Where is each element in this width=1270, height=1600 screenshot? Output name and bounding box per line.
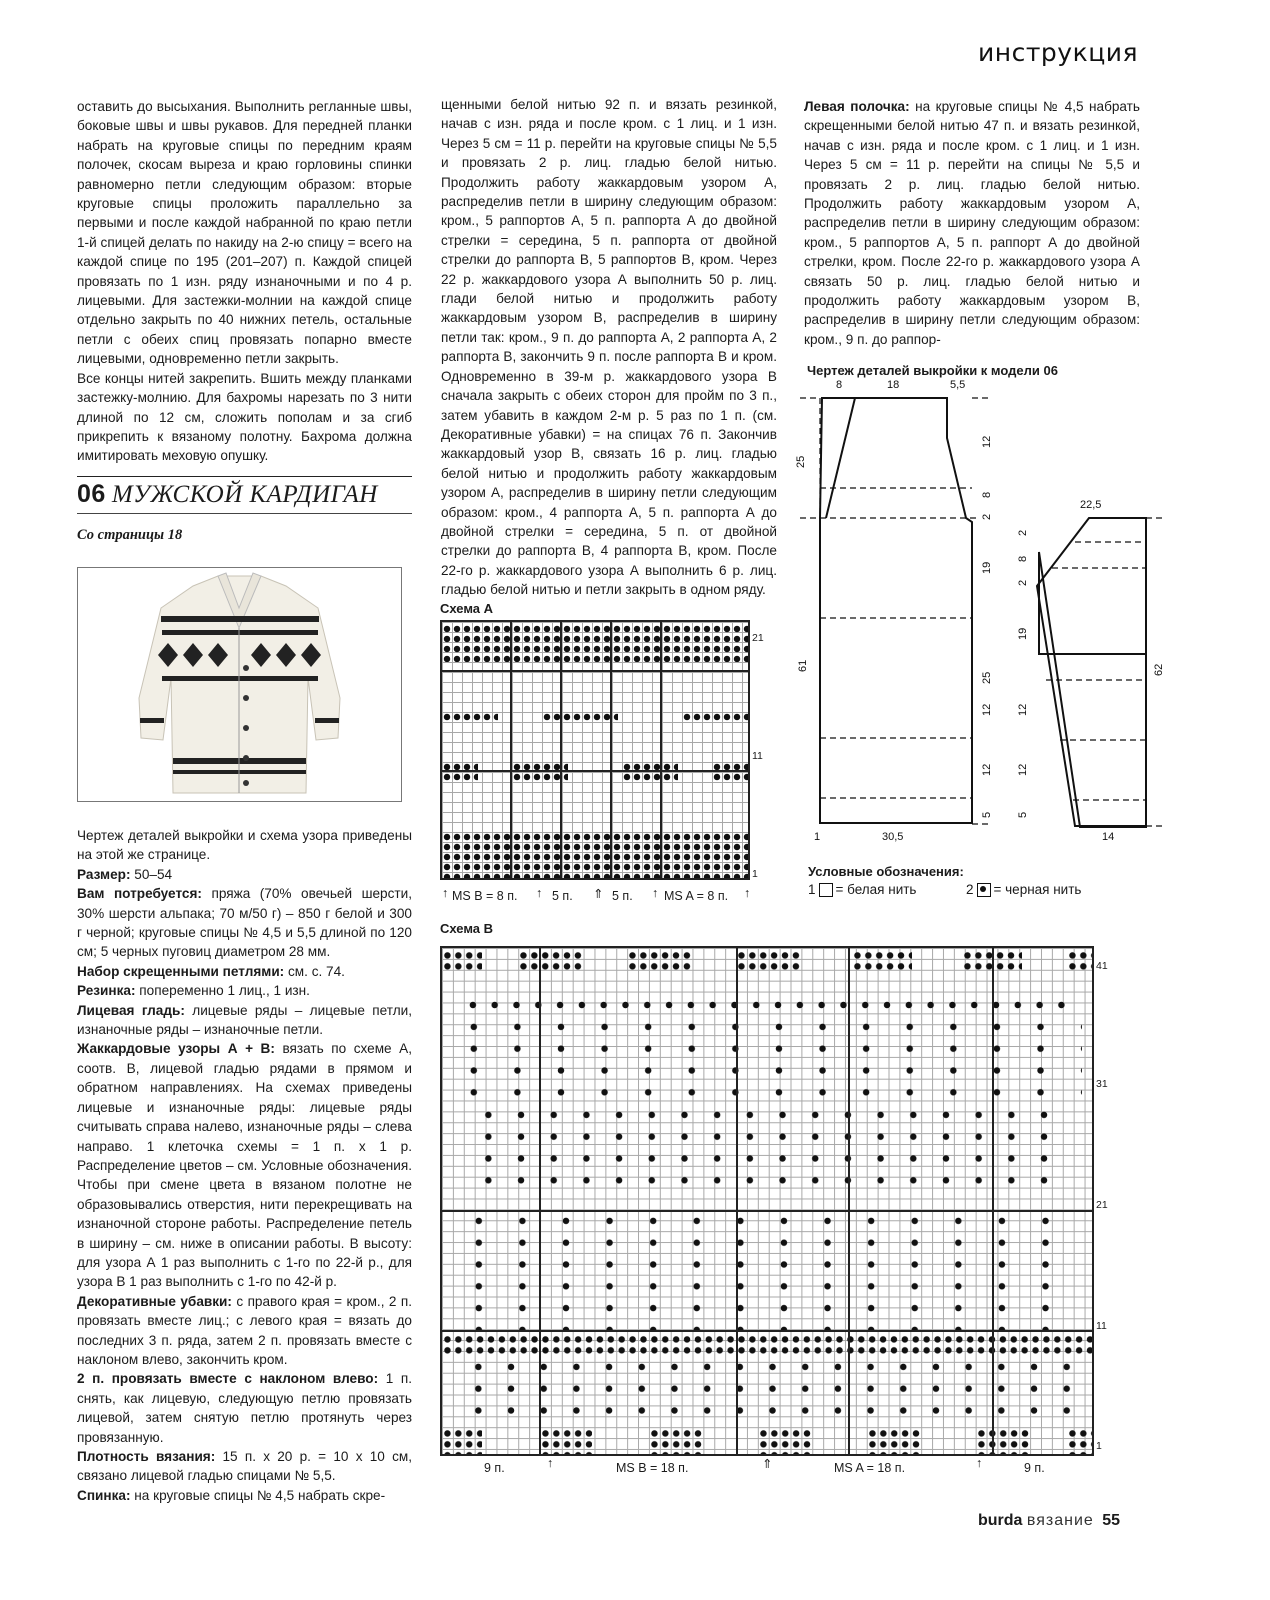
scheme-b-divider-1	[539, 946, 541, 1456]
column-1-intro	[77, 97, 412, 466]
section-title	[77, 480, 378, 509]
scheme-b-dots-diamond-mid	[472, 1104, 1062, 1192]
front-dim-1: 1	[814, 831, 821, 843]
scheme-a-divider-1	[510, 620, 512, 880]
scheme-b-row-1: 1	[1096, 1440, 1102, 1452]
scheme-b-hline-1	[440, 1210, 1094, 1212]
scheme-b-arrow-2: ⇑	[762, 1457, 773, 1471]
front-dim-8: 8	[836, 379, 843, 391]
scheme-a-dots-row11-a	[442, 762, 478, 782]
scheme-b-dots-bottom-4	[758, 1428, 812, 1454]
pattern-drawing	[790, 372, 1170, 852]
size-line	[77, 865, 412, 884]
front-dim-30-5: 30,5	[882, 831, 904, 843]
need-label: Вам потребуется:	[77, 886, 202, 902]
jacquard-line	[77, 1039, 412, 1291]
intro-paragraph-2: Все концы нитей закрепить. Вшить между планками застежку-молнию. Для бахромы нарезать по 3 нити длиной по 12 см, сложить пополам и за сгиб прикрепить к вязаному полотну. Бахрома должна имитировать меховую опушку.	[77, 370, 412, 464]
jacquard-value: вязать по схеме А, соотв. В, лицевой гладью рядами в прямом и обратном направлениях. На схемах приведены лицевые и изнаночные ряды: лицевые ряды считывать справа налево, изнаночные ряды – слева направо. 1 клеточка схемы = 1 п. х 1 р. Распределение цветов – см. Условные обозначения. Чтобы при смене цвета в вязаном полотне не образовывались отверстия, нити перекрещивать на изнаночной стороне работы. Распределение петель в ширину – см. ниже в описании работы. В высоту: для узора А 1 раз выполнить с 1-го по 22-й р., для узора В 1 раз выполнить с 1-го по 42-й р.	[77, 1041, 412, 1290]
stockinette-value: лицевые ряды – лицевые петли, изнаночные ряды – изнаночные петли.	[77, 1002, 412, 1038]
scheme-a-dots-mid-right	[682, 712, 748, 722]
scheme-b-dots-4	[736, 950, 802, 972]
rib-line	[77, 981, 412, 1000]
scheme-b-dots-lower-motif	[462, 1356, 1072, 1416]
scheme-a-arrow-5: ↑	[744, 886, 751, 900]
scheme-b-dots-diamond-top	[462, 994, 1072, 1016]
sleeve-dim-14: 14	[1102, 831, 1115, 843]
scheme-b-dots-3	[627, 950, 692, 972]
jacquard-label: Жаккардовые узоры А + В:	[77, 1041, 275, 1057]
scheme-b-dots-bottom-7	[1067, 1428, 1092, 1454]
column-3-text	[804, 97, 1140, 349]
scheme-b-dots-bottom-6	[976, 1428, 1032, 1454]
scheme-b-row-31: 31	[1096, 1078, 1108, 1090]
scheme-b-divider-2	[736, 946, 738, 1456]
sleeve-dim-22-5: 22,5	[1080, 499, 1102, 511]
back-label: Спинка:	[77, 1487, 131, 1503]
front-dim-r5: 5	[981, 811, 993, 818]
sleeve-dim-12b: 12	[1017, 763, 1029, 776]
front-dim-5-5: 5,5	[950, 379, 966, 391]
front-dim-r12c: 12	[981, 763, 993, 776]
white-square-icon	[819, 883, 833, 897]
cardigan-illustration	[78, 568, 401, 801]
back-instructions: щенными белой нитью 92 п. и вязать резинкой, начав с изн. ряда и после кром. с 1 лиц. и 1 изн. Через 5 см = 11 р. перейти на круговые спицы № 5,5 и провязать 2 р. лиц. гладью белой нитью. Продолжить работу жаккардовым узором А, распределив петли в ширину следующим образом: кром., 5 раппортов А, 5 п. раппорта А до двойной стрелки = середина, 5 п. раппорта от двойной стрелки до раппорта В, 5 раппортов В, кром. Через 22 р. жаккардового узора А выполнить 50 р. лиц. глади белой нитью и продолжить работу жаккардовым узором В, распределив в ширину петли так: кром., 9 п. до раппорта А, 2 раппорта А, 2 раппорта В, закончить 9 п. после раппорта В и кром. Одновременно в 39-м р. жаккардового узора В сначала закрыть с обеих сторон для пройм по 3 п., затем убавить в каждом 2-м р. 5 раз по 1 п. (см. Декоративные убавки) = на спицах 76 п. Закончив жаккардовый узор В, связать 16 р. лиц. гладью белой нитью и продолжить работу жаккардовым узором А, распределив в ширину петли следующим образом: кром., 4 раппорта А, 5 п. раппорта А до двойной стрелки = середина, 5 п. от двойной стрелки до раппорта В, 4 раппорта В, кром. После 22-го р. жаккардового узора А выполнить 6 р. лиц. гладью белой нитью и петли закрыть в одном ряду.	[441, 97, 777, 598]
sleeve-dim-62: 62	[1153, 663, 1165, 676]
footer-magazine: вязание	[1026, 1512, 1094, 1529]
front-neck-line	[826, 398, 855, 518]
scheme-b-hline-2	[440, 1330, 1094, 1332]
column-1-body	[77, 826, 412, 1505]
sleeve-dim-12a: 12	[1017, 703, 1029, 716]
scheme-a-dots-bottom	[442, 832, 748, 878]
scheme-a-dots-mid-center	[542, 712, 618, 722]
sleeve-dim-5: 5	[1017, 811, 1029, 818]
scheme-a-divider-4	[660, 620, 662, 880]
legend-black	[966, 882, 1081, 897]
scheme-b-dots-diamond-upper	[452, 1016, 1082, 1104]
body-intro: Чертеж деталей выкройки и схема узора приведены на этой же странице.	[77, 828, 412, 863]
scheme-b-title: Схема В	[440, 921, 494, 936]
scheme-a-row-1: 1	[752, 868, 758, 880]
legend-black-text: = черная нить	[993, 882, 1082, 897]
scheme-a-dots-mid-left	[442, 712, 498, 722]
front-dim-r2: 2	[981, 513, 993, 520]
scheme-a-dots-row11-d	[712, 762, 748, 782]
scheme-b-dots-diamond-lower	[457, 1210, 1077, 1330]
front-dim-r19: 19	[981, 561, 993, 574]
scheme-b-dots-bottom-2	[540, 1428, 592, 1454]
stockinette-label: Лицевая гладь:	[77, 1002, 185, 1018]
front-dim-r12b: 12	[981, 703, 993, 716]
gauge-value: 15 п. х 20 р. = 10 х 10 см, связано лицевой гладью спицами № 5,5.	[77, 1449, 412, 1484]
left-front-line	[804, 97, 1140, 349]
k2tog-value: 1 п. снять, как лицевую, следующую петлю провязать лицевой, затем снятую петлю протянуть через провязанную.	[77, 1371, 412, 1445]
cast-line	[77, 962, 412, 981]
scheme-a-dots-row11-c	[622, 762, 678, 782]
scheme-b-dots-bottom-3	[649, 1428, 702, 1454]
scheme-a-arrow-3: ⇑	[593, 887, 604, 901]
legend-title: Условные обозначения:	[808, 864, 964, 879]
scheme-b-divider-4	[992, 946, 994, 1456]
scheme-b-arrow-1: ↑	[547, 1456, 554, 1470]
front-dim-r25: 25	[981, 671, 993, 684]
sleeve-shape	[1037, 518, 1146, 826]
scheme-a-label-msb: MS B = 8 п.	[452, 889, 518, 903]
cast-value: см. с. 74.	[288, 963, 345, 979]
scheme-b-row-41: 41	[1096, 960, 1108, 972]
intro-paragraph-1: оставить до высыхания. Выполнить регланные швы, боковые швы и швы рукавов. Для передней планки набрать на круговые спицы по передним краям полочек, скосам выреза и краю горловины спинки равномерно петли следующим образом: вторые круговые спицы проложить параллельно за первыми и после каждой набранной по краю петли 1-й спицей делать по накиду на 2-ю спицу = всего на каждой спице по 195 (201–207) п. Каждой спицей провязать по 1 изн. ряду изнаночными и по 4 р. лицевыми. Для застежки-молнии на каждой спице отдельно закрыть по 40 нижних петель, остальные петли с обеих спиц провязать попарно вместе лицевыми, одновременно петли закрыть.	[77, 99, 412, 367]
scheme-b-label-msa: MS A = 18 п.	[834, 1461, 906, 1475]
left-front-label: Левая полочка:	[804, 99, 910, 114]
scheme-a-divider-2	[560, 620, 562, 880]
scheme-b-dots-bottom-5	[867, 1428, 922, 1454]
scheme-b-label-9b: 9 п.	[1024, 1461, 1045, 1475]
column-2-text	[441, 95, 777, 600]
scheme-a-label-msa: MS A = 8 п.	[664, 889, 729, 903]
gauge-line	[77, 1447, 412, 1486]
page-footer	[978, 1512, 1120, 1530]
scheme-a-label-5b: 5 п.	[612, 889, 633, 903]
scheme-a-title: Схема А	[440, 601, 494, 616]
k2tog-line	[77, 1369, 412, 1447]
need-value: пряжа (70% овечьей шерсти, 30% шерсти альпака; 70 м/50 г) – 850 г белой и 300 г черной; круговые спицы № 4,5 и 5,5 длиной по 120 см; 5 черных пуговиц диаметром 28 мм.	[77, 886, 412, 960]
sleeve-dim-2b: 2	[1017, 579, 1029, 586]
gauge-label: Плотность вязания:	[77, 1449, 216, 1464]
scheme-b-dots-2	[518, 950, 582, 972]
scheme-b-row-21: 21	[1096, 1199, 1108, 1211]
scheme-a-hline-1	[440, 670, 750, 672]
scheme-b-arrow-3: ↑	[976, 1456, 983, 1470]
scheme-b-dots-bottom-1	[442, 1428, 482, 1454]
scheme-b-dots-5	[852, 950, 912, 972]
size-label: Размер:	[77, 866, 131, 882]
section-header: инструкция	[978, 38, 1138, 67]
front-outline	[820, 398, 972, 823]
size-value: 50–54	[134, 866, 173, 882]
scheme-a-divider-3	[610, 620, 612, 880]
scheme-a-grid	[440, 620, 750, 880]
decrease-value: с правого края = кром., 2 п. провязать вместе лиц.; с левого края = вязать до последних 3 п. ряда, затем 2 п. провязать вместе с наклоном влево, закончить кром.	[77, 1293, 412, 1367]
sleeve-outline	[1039, 552, 1146, 827]
scheme-a-row-21: 21	[752, 632, 764, 644]
section-number: 06	[77, 480, 106, 508]
scheme-b-row-11: 11	[1096, 1320, 1107, 1332]
black-dot-icon	[977, 883, 991, 897]
need-line	[77, 884, 412, 962]
stockinette-line	[77, 1001, 412, 1040]
sleeve-dim-2a: 2	[1017, 529, 1029, 536]
section-rule-bottom	[77, 513, 412, 514]
page-number: 55	[1102, 1512, 1121, 1529]
scheme-b-dots-1	[442, 950, 482, 972]
legend-white-number: 1	[808, 882, 816, 897]
from-page: Со страницы 18	[77, 527, 183, 543]
k2tog-label: 2 п. провязать вместе с наклоном влево:	[77, 1371, 379, 1387]
front-dim-r12: 12	[981, 435, 993, 448]
scheme-b-divider-3	[848, 946, 850, 1456]
front-dim-25: 25	[795, 455, 807, 468]
footer-brand: burda	[978, 1512, 1023, 1529]
scheme-a-arrows: ↑	[442, 886, 449, 900]
scheme-b-dots-7	[1067, 950, 1092, 972]
legend-black-number: 2	[966, 882, 974, 897]
front-dim-61: 61	[797, 659, 809, 672]
section-title-text: МУЖСКОЙ КАРДИГАН	[111, 481, 378, 508]
scheme-b-label-9a: 9 п.	[484, 1461, 505, 1475]
rib-label: Резинка:	[77, 983, 136, 999]
sleeve-dim-8: 8	[1017, 555, 1029, 562]
rib-value: попеременно 1 лиц., 1 изн.	[139, 983, 310, 999]
scheme-a-dots-top	[442, 624, 748, 662]
front-dim-18: 18	[887, 379, 900, 391]
decrease-label: Декоративные убавки:	[77, 1293, 232, 1309]
scheme-a-label-5a: 5 п.	[552, 889, 573, 903]
pattern-title: Чертеж деталей выкройки к модели 06	[807, 363, 1058, 378]
cast-label: Набор скрещенными петлями:	[77, 963, 285, 979]
sleeve-dim-19: 19	[1017, 627, 1029, 640]
cardigan-photo	[77, 567, 402, 802]
scheme-a-row-11: 11	[752, 750, 763, 762]
scheme-b-label-msb: MS B = 18 п.	[616, 1461, 689, 1475]
scheme-a-arrow-2: ↑	[536, 886, 543, 900]
back-value: на круговые спицы № 4,5 набрать скре-	[134, 1487, 386, 1503]
scheme-a-arrow-4: ↑	[652, 886, 659, 900]
left-front-value: на круговые спицы № 4,5 набрать скрещенными белой нитью 47 п. и вязать резинкой, начав с изн. ряда и после кром. с 1 лиц. и 1 изн. Через 5 см = 11 р. перейти на спицы № 5,5 и провязать 2 р. лиц. гладью белой нитью. Продолжить работу жаккардовым узором А, распределив петли в ширину следующим образом: кром., 5 раппортов А, 5 п. раппорт А до двойной стрелки, кром. После 22-го р. жаккардового узора А связать 50 р. лиц. гладью белой нитью и продолжить работу жаккардовым узором В, распределив в ширину петли следующим образом: кром., 9 п. до раппор-	[804, 99, 1140, 347]
scheme-a-hline-2	[440, 770, 750, 772]
back-line	[77, 1486, 412, 1505]
legend-white-text: = белая нить	[835, 882, 917, 897]
front-dim-r8: 8	[981, 491, 993, 498]
section-rule-top	[77, 476, 412, 477]
decrease-line	[77, 1292, 412, 1370]
legend-white	[808, 882, 916, 897]
